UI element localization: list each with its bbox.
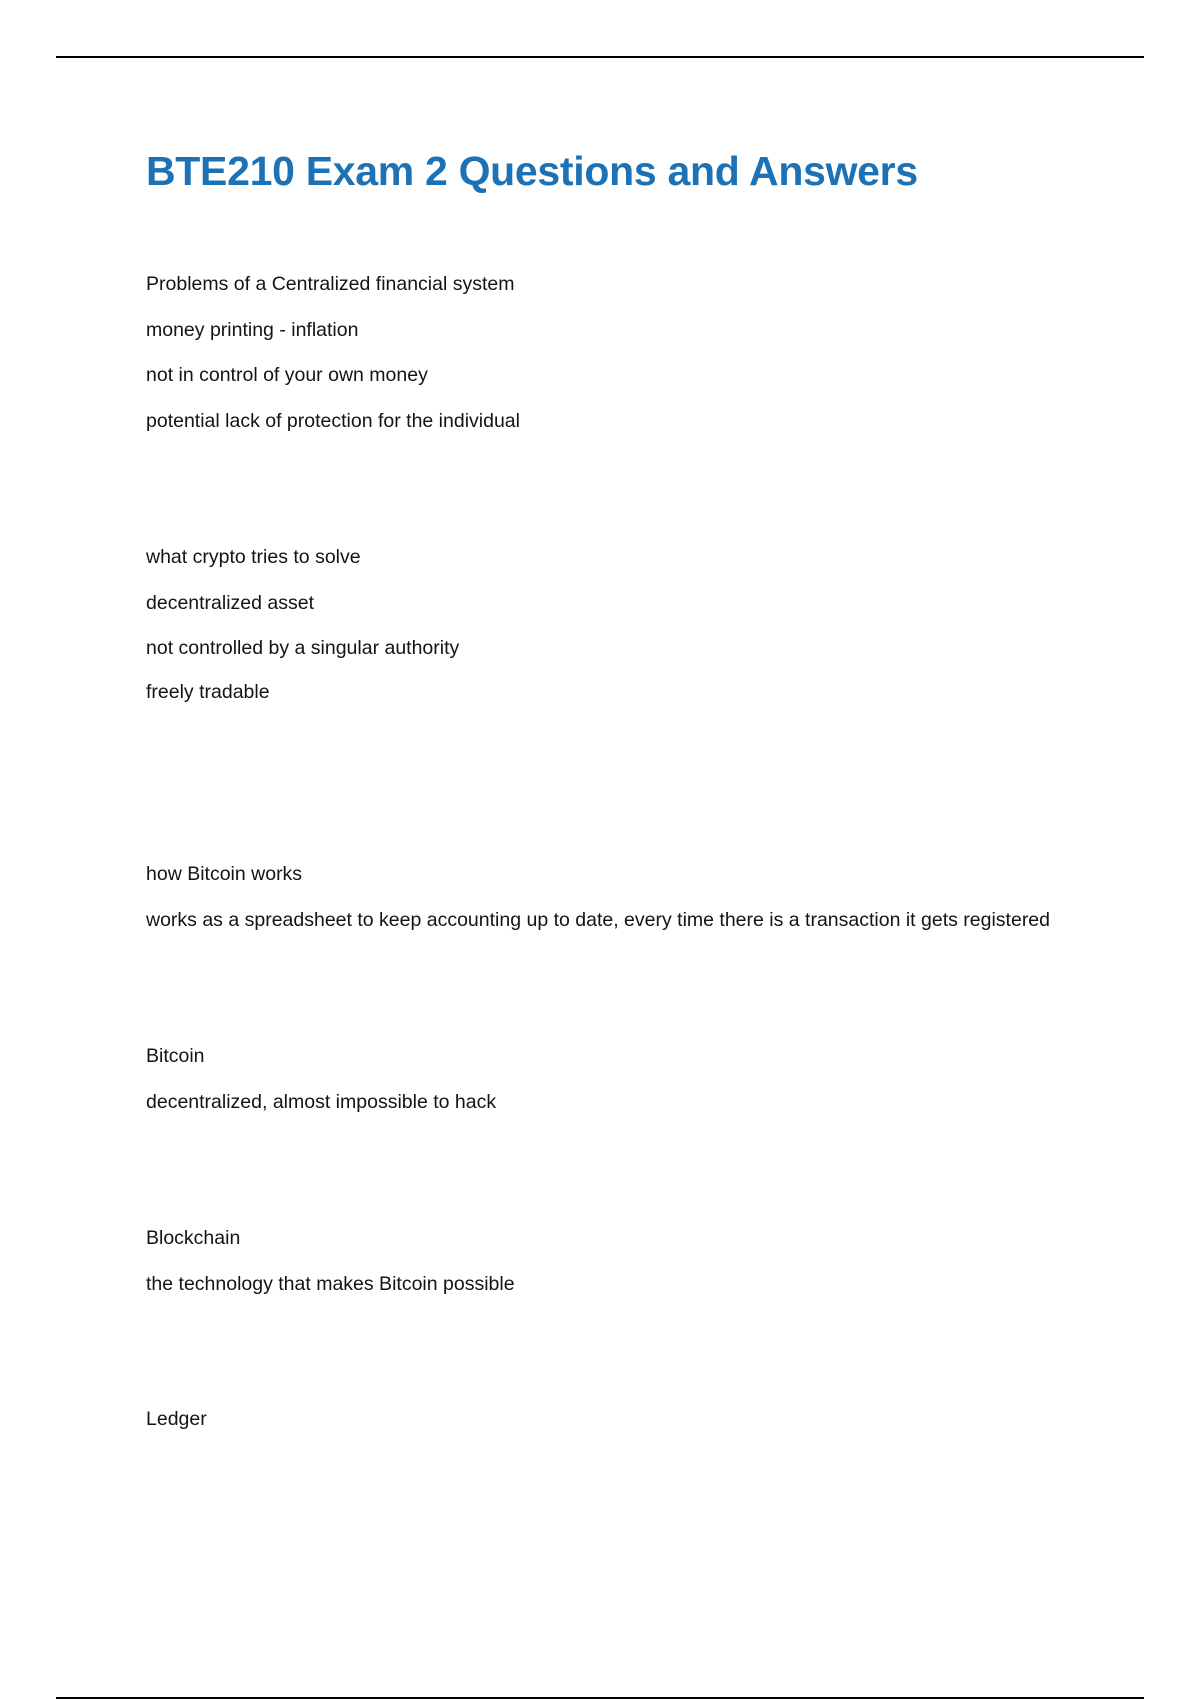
document-title: BTE210 Exam 2 Questions and Answers (146, 148, 918, 194)
question-ledger: Ledger (146, 1408, 207, 1430)
answer-line: money printing - inflation (146, 319, 359, 341)
question-crypto-solves: what crypto tries to solve (146, 546, 361, 568)
answer-line: not in control of your own money (146, 364, 428, 386)
answer-line: works as a spreadsheet to keep accounting up to date, every time there is a transaction it gets registered (146, 909, 1050, 931)
answer-line: decentralized, almost impossible to hack (146, 1091, 497, 1113)
question-centralized-problems: Problems of a Centralized financial system (146, 273, 515, 295)
question-how-bitcoin-works: how Bitcoin works (146, 863, 303, 885)
top-rule (56, 56, 1144, 58)
answer-line: freely tradable (146, 681, 270, 703)
question-bitcoin: Bitcoin (146, 1045, 205, 1067)
answer-line: potential lack of protection for the individual (146, 410, 520, 432)
answer-line: decentralized asset (146, 592, 315, 614)
answer-line: not controlled by a singular authority (146, 637, 460, 659)
question-blockchain: Blockchain (146, 1227, 241, 1249)
bottom-rule (56, 1697, 1144, 1699)
answer-line: the technology that makes Bitcoin possible (146, 1273, 515, 1295)
